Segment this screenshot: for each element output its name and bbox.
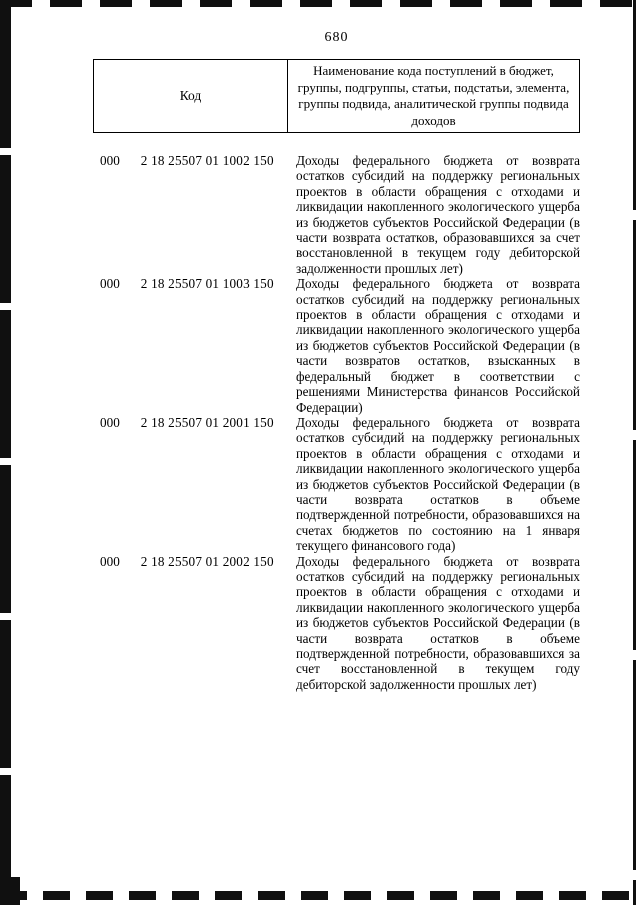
scan-corner-artifact: [0, 877, 20, 905]
table-body: [93, 153, 580, 692]
description-cell: Доходы федерального бюджета от возврата остатков субсидий на поддержку региональных проектов в области обращения с отходами и ликвидации накопленного экологического ущерба из бюджетов субъектов Российской Федерации (в части возврата остатков в объеме подтвержденной потребности, образовавшихся на счетах бюджетов по состоянию на 1 января текущего финансового года): [296, 414, 580, 554]
scan-edge-left: [0, 0, 11, 905]
code-cell: [93, 554, 286, 569]
admin-code: 000: [100, 276, 120, 292]
table-row: [93, 276, 580, 415]
admin-code: 000: [100, 553, 120, 569]
code-cell: [93, 415, 286, 430]
table-header: [93, 59, 580, 133]
table-row: [93, 554, 580, 693]
page-content: [93, 0, 580, 692]
page-number: 680: [324, 30, 349, 45]
budget-code: 2 18 25507 01 2001 150: [140, 414, 274, 430]
code-cell: [93, 276, 286, 291]
budget-code: 2 18 25507 01 1003 150: [140, 276, 274, 292]
budget-code: 2 18 25507 01 1002 150: [140, 153, 274, 168]
admin-code: 000: [100, 153, 120, 168]
admin-code: 000: [100, 414, 120, 430]
scan-edge-right: [633, 0, 636, 905]
description-cell: Доходы федерального бюджета от возврата остатков субсидий на поддержку региональных проектов в области обращения с отходами и ликвидации накопленного экологического ущерба из бюджетов субъектов Российской Федерации (в части возврата остатков в объеме подтвержденной потребности, образовавшихся за счет восстановленной в текущем году дебиторской задолженности прошлых лет): [296, 553, 580, 692]
scan-edge-bottom: [0, 891, 640, 900]
table-header-code: Код: [94, 60, 288, 132]
table-row: [93, 415, 580, 554]
table-row: [93, 153, 580, 276]
code-cell: [93, 153, 286, 168]
budget-code: 2 18 25507 01 2002 150: [140, 553, 274, 569]
table-header-name: Наименование кода поступлений в бюджет, группы, подгруппы, статьи, подстатьи, элемента, группы подвида, аналитической группы подвида доходов: [297, 63, 570, 128]
description-cell: Доходы федерального бюджета от возврата остатков субсидий на поддержку региональных проектов в области обращения с отходами и ликвидации накопленного экологического ущерба из бюджетов субъектов Российской Федерации (в части возврата остатков, образовавшихся за счет восстановленной в текущем году дебиторской задолженности прошлых лет): [296, 153, 580, 276]
description-cell: Доходы федерального бюджета от возврата остатков субсидий на поддержку региональных проектов в области обращения с отходами и ликвидации накопленного экологического ущерба из бюджетов субъектов Российской Федерации (в части возвратов остатков, взысканных в федеральный бюджет в соответствии с решениями Министерства финансов Российской Федерации): [296, 276, 580, 415]
